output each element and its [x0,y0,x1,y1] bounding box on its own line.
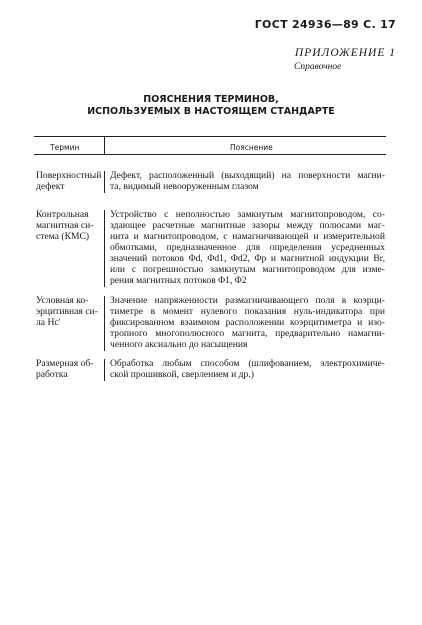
column-header-term: Термин [50,143,80,152]
description-line: Устройство с неполностью замкнутым магнитопроводом, со- [110,209,385,220]
section-title [0,94,422,118]
header-column-divider [104,136,105,154]
term-line: ла Нс' [36,317,61,328]
description-line: или с погрешностью замкнутым магнитопроводом для изме- [110,264,385,275]
description-line: Значение напряженности размагничивающего поля в коэрци- [110,295,385,306]
description-cell [110,209,385,286]
term-cell [36,295,100,328]
description-line: тиметре в момент нулевого показания нуль-индикатора при [110,306,385,317]
term-line: Условная ко- [36,295,89,306]
term-line: Контрольная [36,209,89,220]
description-line: значений потоков Φd, Φd1, Φd2, Φp и магнитной индукции Br, [110,253,385,264]
description-line: здающее расчетные магнитные зазоры между полюсами маг- [110,220,385,231]
appendix-status: Справочное [294,62,342,72]
column-header-description: Пояснение [230,143,273,152]
term-line: Поверхностный [36,170,102,181]
description-cell [110,170,385,192]
document-header: ГОСТ 24936—89 С. 17 [254,18,396,31]
table-top-rule [34,136,386,137]
description-cell [110,295,385,350]
row-divider [104,359,105,381]
term-line: работка [36,369,68,380]
title-line-1: ПОЯСНЕНИЯ ТЕРМИНОВ, [143,94,279,105]
description-line: Дефект, расположенный (выходящий) на поверхности магни- [110,170,385,181]
description-line: Обработка любым способом (шлифованием, электрохимиче- [110,358,385,369]
description-line: ской прошивкой, сверлением и др.) [110,369,254,380]
description-line: рения магнитных потоков Φ1, Φ2 [110,275,247,286]
description-line: тропного многополюсного магнита, предварительно намагни- [110,328,385,339]
term-cell [36,209,100,242]
term-line: дефект [36,181,65,192]
table-header-rule [34,154,386,155]
title-line-2: ИСПОЛЬЗУЕМЫХ В НАСТОЯЩЕМ СТАНДАРТЕ [87,106,335,117]
term-line: стема (КМС) [36,231,90,242]
row-divider [104,210,105,287]
term-line: Размерная об- [36,358,94,369]
term-line: магнитная си- [36,220,94,231]
description-line: та, видимый невооруженным глазом [110,181,259,192]
description-cell [110,358,385,380]
description-line: ченного аксиально до насыщения [110,339,248,350]
row-divider [104,296,105,351]
appendix-label: ПРИЛОЖЕНИЕ 1 [294,47,396,59]
term-cell [36,358,100,380]
description-line: фиксированном взаимном расположении коэрцитиметра и изо- [110,317,385,328]
description-line: обмотками, предназначенное для определения усредненных [110,242,385,253]
term-cell [36,170,100,192]
row-divider [104,171,105,193]
description-line: нита и магнитопроводом, с намагничивающей и измерительной [110,231,385,242]
term-line: эрцитивная си- [36,306,98,317]
